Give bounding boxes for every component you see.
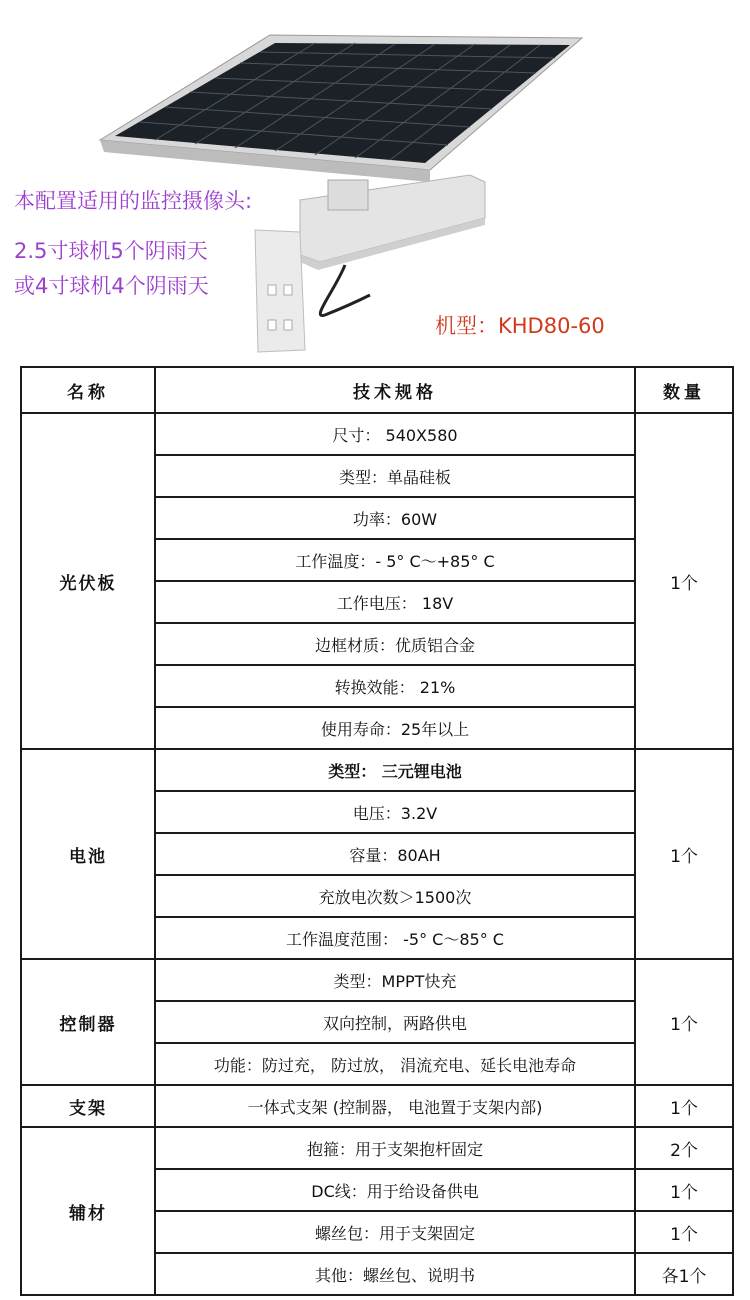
table-row [21,1127,733,1169]
qty-cell: 1个 [635,749,733,959]
spec-cell: 容量：80AH [155,833,635,875]
table-row [21,959,733,1001]
header-name: 名称 [21,367,155,413]
camera-fit-line-1: 2.5寸球机5个阴雨天 [14,239,208,263]
spec-cell: 边框材质：优质铝合金 [155,623,635,665]
spec-cell: 抱箍：用于支架抱杆固定 [155,1127,635,1169]
model-number: 机型：KHD80-60 [435,314,605,338]
camera-fit-title: 本配置适用的监控摄像头: [14,189,253,213]
spec-table [20,366,734,1296]
header-spec: 技术规格 [155,367,635,413]
qty-cell: 1个 [635,413,733,749]
group-name-controller: 控制器 [21,959,155,1085]
spec-cell: 其他：螺丝包、说明书 [155,1253,635,1295]
group-name-panel: 光伏板 [21,413,155,749]
qty-cell: 1个 [635,1169,733,1211]
spec-cell: 类型：MPPT快充 [155,959,635,1001]
qty-cell: 各1个 [635,1253,733,1295]
spec-cell: 螺丝包：用于支架固定 [155,1211,635,1253]
group-name-battery: 电池 [21,749,155,959]
spec-cell: 充放电次数＞1500次 [155,875,635,917]
header-qty: 数量 [635,367,733,413]
spec-cell: 电压：3.2V [155,791,635,833]
spec-cell: 工作温度范围： -5° C〜85° C [155,917,635,959]
camera-fit-line-2: 或4寸球机4个阴雨天 [14,274,209,298]
table-row [21,749,733,791]
spec-cell: 功率：60W [155,497,635,539]
spec-cell: 工作电压： 18V [155,581,635,623]
spec-cell: 转换效能： 21% [155,665,635,707]
spec-cell: 类型：单晶硅板 [155,455,635,497]
table-header-row [21,367,733,413]
spec-cell: DC线：用于给设备供电 [155,1169,635,1211]
spec-cell: 双向控制，两路供电 [155,1001,635,1043]
table-row [21,1085,733,1127]
qty-cell: 1个 [635,959,733,1085]
spec-cell: 工作温度：- 5° C〜+85° C [155,539,635,581]
table-row [21,413,733,455]
qty-cell: 1个 [635,1211,733,1253]
product-image-area [0,0,750,360]
spec-cell: 类型： 三元锂电池 [155,749,635,791]
spec-cell: 一体式支架 (控制器， 电池置于支架内部) [155,1085,635,1127]
spec-cell: 使用寿命：25年以上 [155,707,635,749]
solar-panel-illustration [0,0,750,360]
group-name-accessories: 辅材 [21,1127,155,1295]
qty-cell: 1个 [635,1085,733,1127]
spec-cell: 尺寸： 540X580 [155,413,635,455]
qty-cell: 2个 [635,1127,733,1169]
group-name-bracket: 支架 [21,1085,155,1127]
spec-cell: 功能：防过充， 防过放， 涓流充电、延长电池寿命 [155,1043,635,1085]
